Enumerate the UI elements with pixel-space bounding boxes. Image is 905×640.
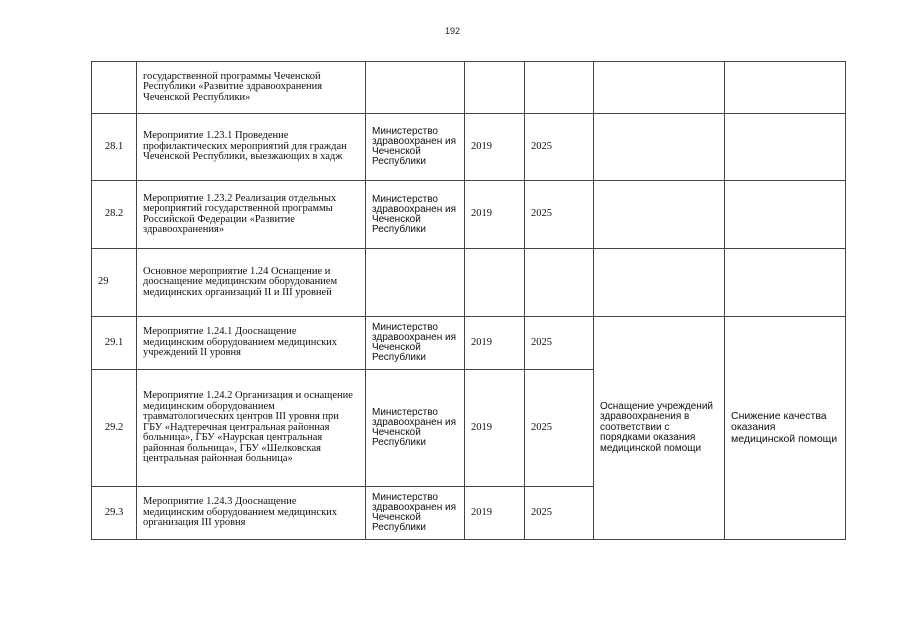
table-row	[92, 249, 846, 317]
responsible-executor: Министерство здравоохранен ия Чеченской Республики	[366, 370, 465, 487]
table-row	[92, 114, 846, 181]
end-year	[525, 249, 594, 317]
measure-description: Мероприятие 1.23.2 Реализация отдельных мероприятий государственной программы Российской Федерации «Развитие здравоохранения»	[137, 181, 366, 249]
row-number	[92, 62, 137, 114]
end-year: 2025	[525, 370, 594, 487]
measure-description: Мероприятие 1.24.3 Дооснащение медицинским оборудованием медицинских организация III уровня	[137, 487, 366, 540]
expected-result-cell	[594, 62, 725, 114]
consequences-cell	[725, 62, 846, 114]
program-table	[91, 61, 846, 540]
expected-result: Оснащение учреждений здравоохранения в соответствии с порядками оказания медицинской помощи	[594, 317, 725, 540]
responsible-executor: Министерство здравоохранен ия Чеченской Республики	[366, 181, 465, 249]
start-year: 2019	[465, 181, 525, 249]
consequences-cell	[725, 114, 846, 181]
consequences-cell	[725, 181, 846, 249]
responsible-executor	[366, 62, 465, 114]
expected-result-cell	[594, 114, 725, 181]
responsible-executor: Министерство здравоохранен ия Чеченской Республики	[366, 317, 465, 370]
end-year: 2025	[525, 317, 594, 370]
consequences-of-non-implementation: Снижение качества оказания медицинской помощи	[725, 317, 846, 540]
row-number: 29.3	[92, 487, 137, 540]
start-year	[465, 249, 525, 317]
row-number: 28.2	[92, 181, 137, 249]
table-row	[92, 317, 846, 370]
table-row	[92, 62, 846, 114]
consequences-cell	[725, 249, 846, 317]
measure-description: Мероприятие 1.23.1 Проведение профилактических мероприятий для граждан Чеченской Республики, выезжающих в хадж	[137, 114, 366, 181]
row-number: 29.1	[92, 317, 137, 370]
row-number: 29.2	[92, 370, 137, 487]
end-year: 2025	[525, 487, 594, 540]
measure-description: Мероприятие 1.24.2 Организация и оснащение медицинским оборудованием травматологических центров III уровня при ГБУ «Надтеречная центральная районная больница», ГБУ «Наурская центральная районная больница», ГБУ «Шелковская центральная районная больница»	[137, 370, 366, 487]
start-year: 2019	[465, 317, 525, 370]
end-year	[525, 62, 594, 114]
start-year: 2019	[465, 114, 525, 181]
measure-description: государственной программы Чеченской Республики «Развитие здравоохранения Чеченской Республики»	[137, 62, 366, 114]
responsible-executor	[366, 249, 465, 317]
measure-description: Мероприятие 1.24.1 Дооснащение медицинским оборудованием медицинских учреждений II уровня	[137, 317, 366, 370]
expected-result-cell	[594, 181, 725, 249]
end-year: 2025	[525, 181, 594, 249]
page-number: 192	[444, 26, 461, 36]
start-year: 2019	[465, 370, 525, 487]
start-year	[465, 62, 525, 114]
row-number: 29	[92, 249, 137, 317]
responsible-executor: Министерство здравоохранен ия Чеченской Республики	[366, 487, 465, 540]
expected-result-cell	[594, 249, 725, 317]
start-year: 2019	[465, 487, 525, 540]
responsible-executor: Министерство здравоохранен ия Чеченской Республики	[366, 114, 465, 181]
end-year: 2025	[525, 114, 594, 181]
measure-description: Основное мероприятие 1.24 Оснащение и дооснащение медицинским оборудованием медицинских организаций II и III уровней	[137, 249, 366, 317]
table-row	[92, 181, 846, 249]
row-number: 28.1	[92, 114, 137, 181]
